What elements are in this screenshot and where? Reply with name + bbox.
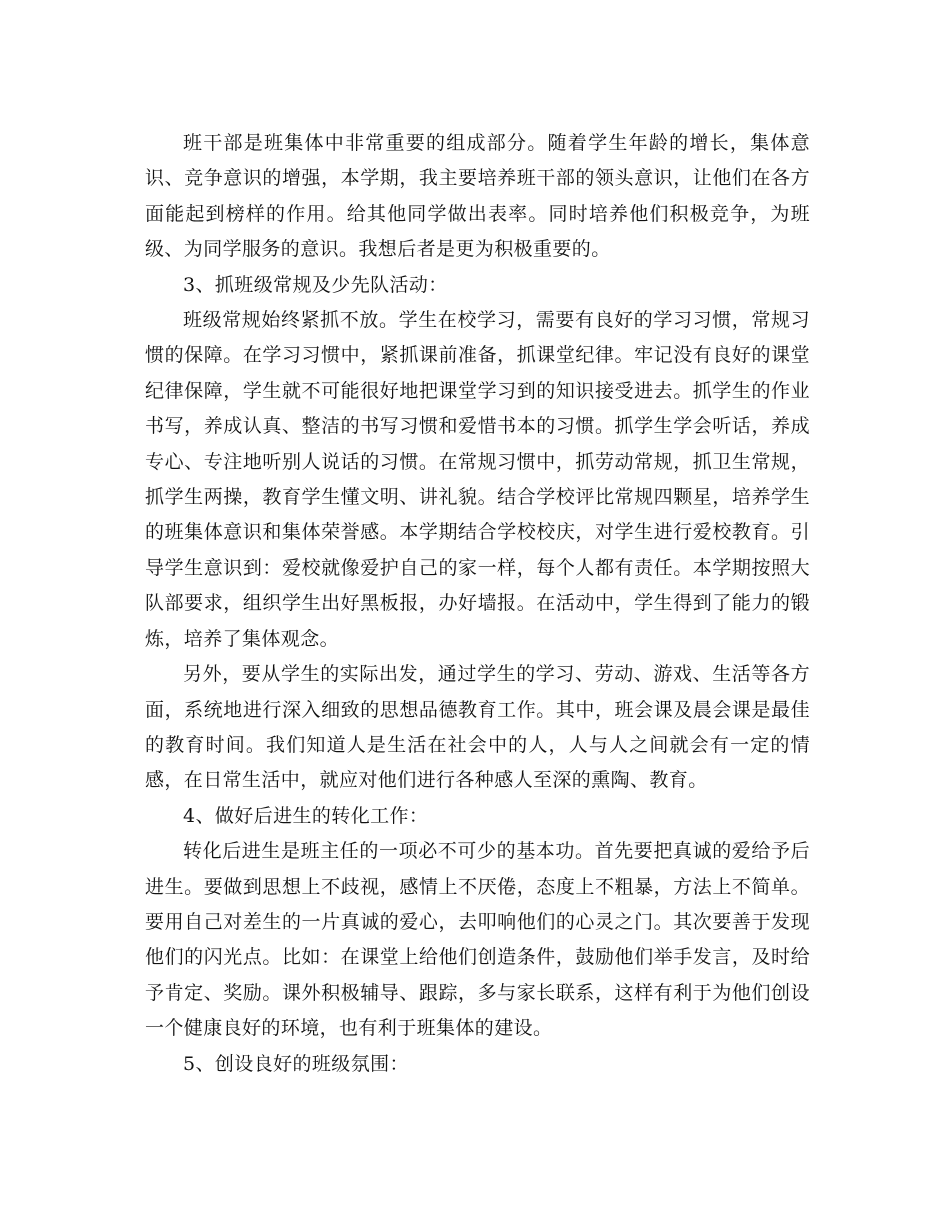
section-heading-5: 5、创设良好的班级氛围： [183, 1052, 409, 1075]
document-body [145, 126, 810, 1082]
paragraph-class-cadres: 班干部是班集体中非常重要的组成部分。随着学生年龄的增长，集体意识、竞争意识的增强，本学期，我主要培养班干部的领头意识，让他们在各方面能起到榜样的作用。给其他同学做出表率。同时培养他们积极竞争，为班级、为同学服务的意识。我想后者是更为积极重要的。 [145, 132, 810, 261]
paragraph-underachievers: 转化后进生是班主任的一项必不可少的基本功。首先要把真诚的爱给予后进生。要做到思想上不歧视，感情上不厌倦，态度上不粗暴，方法上不简单。要用自己对差生的一片真诚的爱心，去叩响他们的心灵之门。其次要善于发现他们的闪光点。比如：在课堂上给他们创造条件，鼓励他们举手发言，及时给予肯定、奖励。课外积极辅导、跟踪，多与家长联系，这样有利于为他们创设一个健康良好的环境，也有利于班集体的建设。 [145, 840, 810, 1040]
section-heading-4: 4、做好后进生的转化工作： [183, 804, 429, 827]
paragraph-class-routine: 班级常规始终紧抓不放。学生在校学习，需要有良好的学习习惯，常规习惯的保障。在学习习惯中，紧抓课前准备，抓课堂纪律。牢记没有良好的课堂纪律保障，学生就不可能很好地把课堂学习到的知识接受进去。抓学生的作业书写，养成认真、整洁的书写习惯和爱惜书本的习惯。抓学生学会听话，养成专心、专注地听别人说话的习惯。在常规习惯中，抓劳动常规，抓卫生常规，抓学生两操，教育学生懂文明、讲礼貌。结合学校评比常规四颗星，培养学生的班集体意识和集体荣誉感。本学期结合学校校庆，对学生进行爱校教育。引导学生意识到：爱校就像爱护自己的家一样，每个人都有责任。本学期按照大队部要求，组织学生出好黑板报，办好墙报。在活动中，学生得到了能力的锻炼，培养了集体观念。 [145, 309, 810, 650]
paragraph-moral-education: 另外，要从学生的实际出发，通过学生的学习、劳动、游戏、生活等各方面，系统地进行深入细致的思想品德教育工作。其中，班会课及晨会课是最佳的教育时间。我们知道人是生活在社会中的人，人与人之间就会有一定的情感，在日常生活中，就应对他们进行各种感人至深的熏陶、教育。 [145, 663, 810, 792]
section-heading-3: 3、抓班级常规及少先队活动： [183, 273, 448, 296]
